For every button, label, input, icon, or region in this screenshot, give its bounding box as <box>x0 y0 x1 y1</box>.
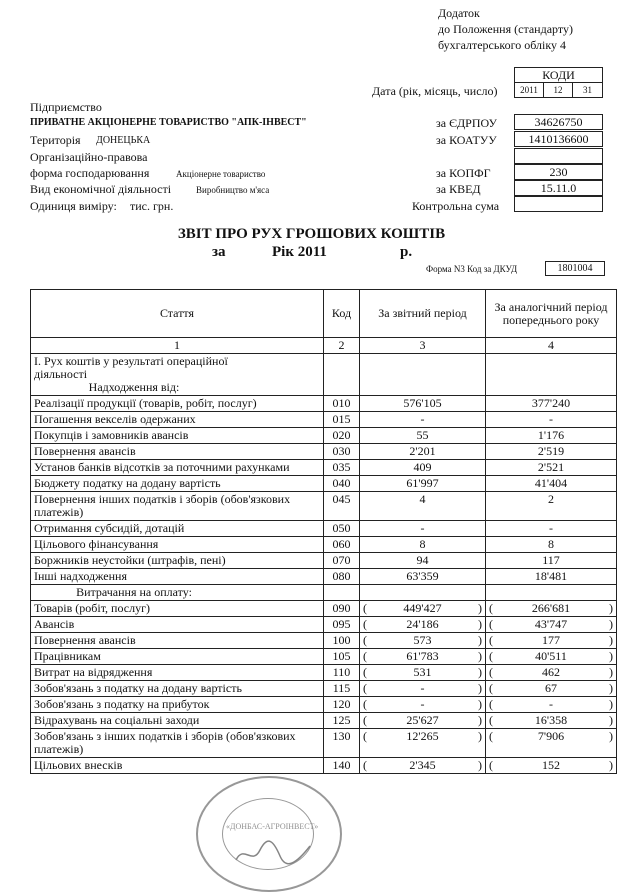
table-row <box>31 428 617 444</box>
row-label: Реалізації продукції (товарів, робіт, послуг) <box>31 396 324 412</box>
row-current-value: 449'427 <box>403 601 442 615</box>
paren-close: ) <box>609 758 613 772</box>
table-row <box>31 460 617 476</box>
kved-code: 15.11.0 <box>514 180 603 196</box>
paren-open: ( <box>489 713 493 727</box>
paren-close: ) <box>478 633 482 647</box>
row-previous-value: 377'240 <box>486 396 617 412</box>
row-current-value: - <box>360 412 486 428</box>
row-current-value: 8 <box>360 537 486 553</box>
paren-close: ) <box>478 697 482 711</box>
row-label: Бюджету податку на додану вартість <box>31 476 324 492</box>
row-previous-value: 266'681 <box>531 601 571 615</box>
header-current: За звітний період <box>360 290 486 338</box>
edrpou-code: 34626750 <box>514 114 603 130</box>
row-current-value: - <box>420 697 425 711</box>
row-previous-value: - <box>549 697 553 711</box>
row-label: Повернення інших податків і зборів (обов'язкових платежів) <box>31 492 324 521</box>
row-code: 030 <box>324 444 360 460</box>
row-current-value: 576'105 <box>360 396 486 412</box>
report-title: ЗВІТ ПРО РУХ ГРОШОВИХ КОШТІВ <box>177 226 446 242</box>
paren-close: ) <box>478 665 482 679</box>
table-row <box>31 537 617 553</box>
row-label: Зобов'язань з інших податків і зборів (обов'язкових платежів) <box>31 729 324 758</box>
paren-close: ) <box>478 729 482 743</box>
appendix-line-2: до Положення (стандарту) <box>438 22 573 36</box>
paren-open: ( <box>489 649 493 663</box>
row-code: 020 <box>324 428 360 444</box>
row-current-value: 55 <box>360 428 486 444</box>
header-code: Код <box>324 290 360 338</box>
table-row <box>31 476 617 492</box>
row-current-value: 531 <box>413 665 432 679</box>
paren-close: ) <box>609 729 613 743</box>
receipts-title: Надходження від: <box>88 380 180 394</box>
paren-open: ( <box>489 681 493 695</box>
date-month: 12 <box>543 82 573 98</box>
row-current-value: 409 <box>360 460 486 476</box>
table-row <box>31 492 617 521</box>
row-code: 080 <box>324 569 360 585</box>
table-row <box>31 681 617 697</box>
row-current-value: - <box>420 681 425 695</box>
row-code: 015 <box>324 412 360 428</box>
org-form-label-2: форма господарювання <box>30 166 150 180</box>
paren-open: ( <box>489 697 493 711</box>
table-row <box>31 697 617 713</box>
territory-label: Територія <box>30 133 81 147</box>
paren-open: ( <box>489 758 493 772</box>
paren-open: ( <box>489 617 493 631</box>
edrpou-label: за ЄДРПОУ <box>436 116 498 130</box>
column-number: 2 <box>324 338 360 354</box>
row-code: 040 <box>324 476 360 492</box>
form-label: Форма N3 Код за ДКУД <box>426 264 518 274</box>
koatuu-code: 1410136600 <box>514 131 603 147</box>
row-current-value: 4 <box>360 492 486 521</box>
row-code: 125 <box>324 713 360 729</box>
expenses-heading-row <box>31 585 617 601</box>
row-previous-value: 117 <box>486 553 617 569</box>
row-previous-value: - <box>486 521 617 537</box>
row-previous-value: 2 <box>486 492 617 521</box>
date-label: Дата (рік, місяць, число) <box>372 84 498 98</box>
row-label: Працівникам <box>31 649 324 665</box>
paren-open: ( <box>363 681 367 695</box>
paren-open: ( <box>363 649 367 663</box>
paren-close: ) <box>609 665 613 679</box>
activity-label: Вид економічної діяльності <box>30 182 172 196</box>
row-current-value: 2'345 <box>409 758 436 772</box>
signature-icon <box>234 838 314 868</box>
row-code: 035 <box>324 460 360 476</box>
row-current-value: 61'997 <box>360 476 486 492</box>
paren-close: ) <box>609 713 613 727</box>
row-previous-value: 8 <box>486 537 617 553</box>
row-current-value: 25'627 <box>406 713 439 727</box>
report-za: за <box>212 244 226 260</box>
org-form-label-1: Організаційно-правова <box>30 150 148 164</box>
koatuu-label: за КОАТУУ <box>436 133 497 147</box>
table-row <box>31 713 617 729</box>
date-day: 31 <box>572 82 603 98</box>
appendix-line-1: Додаток <box>438 6 480 20</box>
company-stamp <box>196 776 342 892</box>
control-sum-box <box>514 196 603 212</box>
row-code: 090 <box>324 601 360 617</box>
appendix-line-3: бухгалтерського обліку 4 <box>438 38 566 52</box>
table-row <box>31 396 617 412</box>
row-previous-value: 1'176 <box>486 428 617 444</box>
row-code: 060 <box>324 537 360 553</box>
paren-close: ) <box>478 601 482 615</box>
paren-open: ( <box>363 697 367 711</box>
kved-label: за КВЕД <box>436 182 481 196</box>
paren-close: ) <box>609 633 613 647</box>
row-label: Зобов'язань з податку на додану вартість <box>31 681 324 697</box>
paren-open: ( <box>489 633 493 647</box>
paren-close: ) <box>609 681 613 695</box>
row-code: 130 <box>324 729 360 758</box>
paren-open: ( <box>363 601 367 615</box>
row-label: Повернення авансів <box>31 444 324 460</box>
row-label: Отримання субсидій, дотацій <box>31 521 324 537</box>
row-code: 100 <box>324 633 360 649</box>
column-number: 1 <box>31 338 324 354</box>
report-r: р. <box>400 244 413 260</box>
paren-close: ) <box>609 649 613 663</box>
row-previous-value: 2'519 <box>486 444 617 460</box>
row-previous-value: 43'747 <box>534 617 568 631</box>
column-number: 3 <box>360 338 486 354</box>
column-number: 4 <box>486 338 617 354</box>
section-1-title: І. Рух коштів у результаті операційної діяльності <box>34 354 228 381</box>
paren-close: ) <box>478 713 482 727</box>
row-previous-value: 7'906 <box>537 729 565 743</box>
section-title <box>31 354 324 396</box>
row-label: Установ банків відсотків за поточними рахунками <box>31 460 324 476</box>
table-row <box>31 412 617 428</box>
row-code: 105 <box>324 649 360 665</box>
form-code: 1801004 <box>545 261 605 276</box>
paren-open: ( <box>363 729 367 743</box>
row-code: 110 <box>324 665 360 681</box>
table-row <box>31 729 617 758</box>
row-previous-value: 2'521 <box>486 460 617 476</box>
unit-value: тис. грн. <box>130 199 174 213</box>
row-previous-value: 40'511 <box>535 649 567 663</box>
enterprise-label: Підприємство <box>30 100 102 114</box>
paren-close: ) <box>609 697 613 711</box>
paren-open: ( <box>363 633 367 647</box>
paren-close: ) <box>609 617 613 631</box>
row-current-value: 61'783 <box>406 649 439 663</box>
row-previous-value: 41'404 <box>486 476 617 492</box>
row-code: 010 <box>324 396 360 412</box>
paren-open: ( <box>363 713 367 727</box>
paren-open: ( <box>363 758 367 772</box>
row-previous-value: - <box>486 412 617 428</box>
table-row <box>31 758 617 774</box>
table-row <box>31 553 617 569</box>
header-article: Стаття <box>31 290 324 338</box>
paren-open: ( <box>363 617 367 631</box>
row-code: 140 <box>324 758 360 774</box>
cash-flow-table <box>30 289 617 774</box>
table-row <box>31 633 617 649</box>
row-label: Погашення векселів одержаних <box>31 412 324 428</box>
table-row <box>31 601 617 617</box>
row-code: 095 <box>324 617 360 633</box>
row-previous-value: 177 <box>542 633 560 647</box>
row-previous-value: 462 <box>542 665 560 679</box>
row-label: Інші надходження <box>31 569 324 585</box>
row-current-value: 63'359 <box>360 569 486 585</box>
unit-label: Одиниця виміру: <box>30 199 117 213</box>
row-previous-value: 18'481 <box>486 569 617 585</box>
table-row <box>31 521 617 537</box>
table-row <box>31 617 617 633</box>
row-code: 070 <box>324 553 360 569</box>
row-current-value: 24'186 <box>406 617 439 631</box>
row-label: Товарів (робіт, послуг) <box>31 601 324 617</box>
paren-open: ( <box>489 601 493 615</box>
row-label: Повернення авансів <box>31 633 324 649</box>
paren-close: ) <box>478 617 482 631</box>
row-current-value: - <box>360 521 486 537</box>
territory-value: ДОНЕЦЬКА <box>96 135 151 146</box>
paren-open: ( <box>489 729 493 743</box>
enterprise-name: ПРИВАТНЕ АКЦІОНЕРНЕ ТОВАРИСТВО "АПК-ІНВЕСТ" <box>30 117 307 128</box>
row-current-value: 573 <box>413 633 432 647</box>
codes-header: КОДИ <box>514 67 603 83</box>
stamp-center-text: «ДОНБАС-АГРОІНВЕСТ» <box>226 822 319 831</box>
org-form-value: Акціонерне товариство <box>176 169 266 179</box>
row-label: Відрахувань на соціальні заходи <box>31 713 324 729</box>
table-row <box>31 649 617 665</box>
paren-close: ) <box>478 649 482 663</box>
activity-value: Виробництво м'яса <box>196 185 270 195</box>
header-previous: За аналогічний період попереднього року <box>486 290 617 338</box>
paren-close: ) <box>609 601 613 615</box>
row-label: Цільового фінансування <box>31 537 324 553</box>
empty-code-box <box>514 148 603 164</box>
paren-open: ( <box>489 665 493 679</box>
row-label: Боржників неустойки (штрафів, пені) <box>31 553 324 569</box>
row-label: Покупців і замовників авансів <box>31 428 324 444</box>
table-row <box>31 569 617 585</box>
expenses-title: Витрачання на оплату: <box>76 585 192 599</box>
date-year: 2011 <box>514 82 544 98</box>
row-previous-value: 67 <box>545 681 557 695</box>
paren-close: ) <box>478 758 482 772</box>
row-current-value: 2'201 <box>360 444 486 460</box>
row-previous-value: 16'358 <box>534 713 568 727</box>
row-code: 045 <box>324 492 360 521</box>
row-code: 115 <box>324 681 360 697</box>
paren-open: ( <box>363 665 367 679</box>
kopfg-label: за КОПФГ <box>436 166 491 180</box>
row-current-value: 12'265 <box>406 729 439 743</box>
paren-close: ) <box>478 681 482 695</box>
row-previous-value: 152 <box>542 758 560 772</box>
row-label: Зобов'язань з податку на прибуток <box>31 697 324 713</box>
row-current-value: 94 <box>360 553 486 569</box>
report-period: Рік 2011 <box>272 244 327 260</box>
row-label: Витрат на відрядження <box>31 665 324 681</box>
table-row <box>31 444 617 460</box>
row-code: 120 <box>324 697 360 713</box>
row-label: Авансів <box>31 617 324 633</box>
kopfg-code: 230 <box>514 164 603 180</box>
row-code: 050 <box>324 521 360 537</box>
table-row <box>31 665 617 681</box>
row-label: Цільових внесків <box>31 758 324 774</box>
control-sum-label: Контрольна сума <box>412 199 500 213</box>
